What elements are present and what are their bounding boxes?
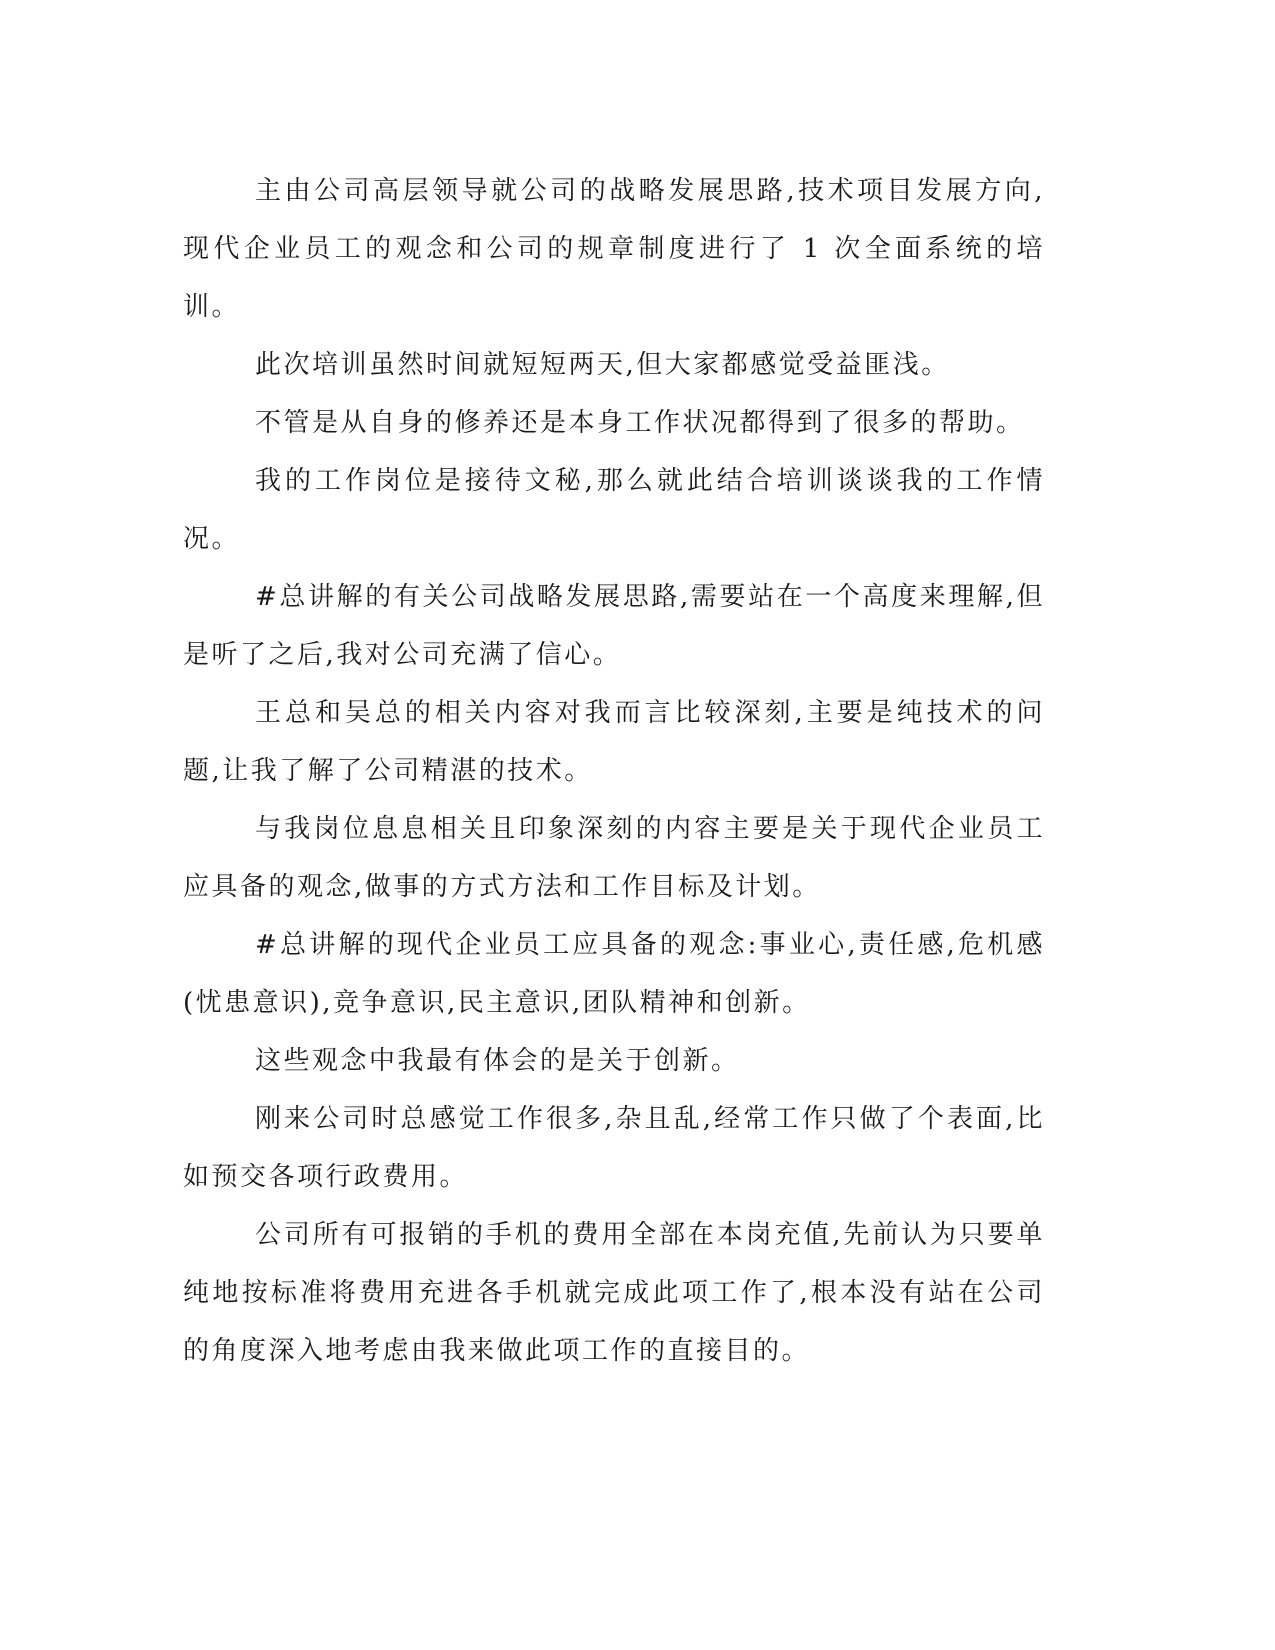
paragraph: 王总和吴总的相关内容对我而言比较深刻,主要是纯技术的问题,让我了解了公司精湛的技术。 (183, 698, 1045, 786)
paragraph: #总讲解的有关公司战略发展思路,需要站在一个高度来理解,但是听了之后,我对公司充满了信心。 (183, 582, 1045, 670)
paragraph: #总讲解的现代企业员工应具备的观念:事业心,责任感,危机感(忧患意识),竞争意识,民主意识,团队精神和创新。 (183, 930, 1045, 1018)
paragraph: 此次培训虽然时间就短短两天,但大家都感觉受益匪浅。 (255, 350, 950, 380)
paragraph: 刚来公司时总感觉工作很多,杂且乱,经常工作只做了个表面,比如预交各项行政费用。 (183, 1104, 1045, 1192)
document-body (183, 162, 1045, 1380)
paragraph: 这些观念中我最有体会的是关于创新。 (255, 1046, 740, 1076)
paragraph: 公司所有可报销的手机的费用全部在本岗充值,先前认为只要单纯地按标准将费用充进各手机就完成此项工作了,根本没有站在公司的角度深入地考虑由我来做此项工作的直接目的。 (183, 1220, 1045, 1366)
paragraph: 不管是从自身的修养还是本身工作状况都得到了很多的帮助。 (255, 408, 1025, 438)
paragraph: 我的工作岗位是接待文秘,那么就此结合培训谈谈我的工作情况。 (183, 466, 1045, 554)
paragraph: 与我岗位息息相关且印象深刻的内容主要是关于现代企业员工应具备的观念,做事的方式方法和工作目标及计划。 (183, 814, 1045, 902)
paragraph: 主由公司高层领导就公司的战略发展思路,技术项目发展方向,现代企业员工的观念和公司的规章制度进行了 1 次全面系统的培训。 (183, 176, 1045, 322)
